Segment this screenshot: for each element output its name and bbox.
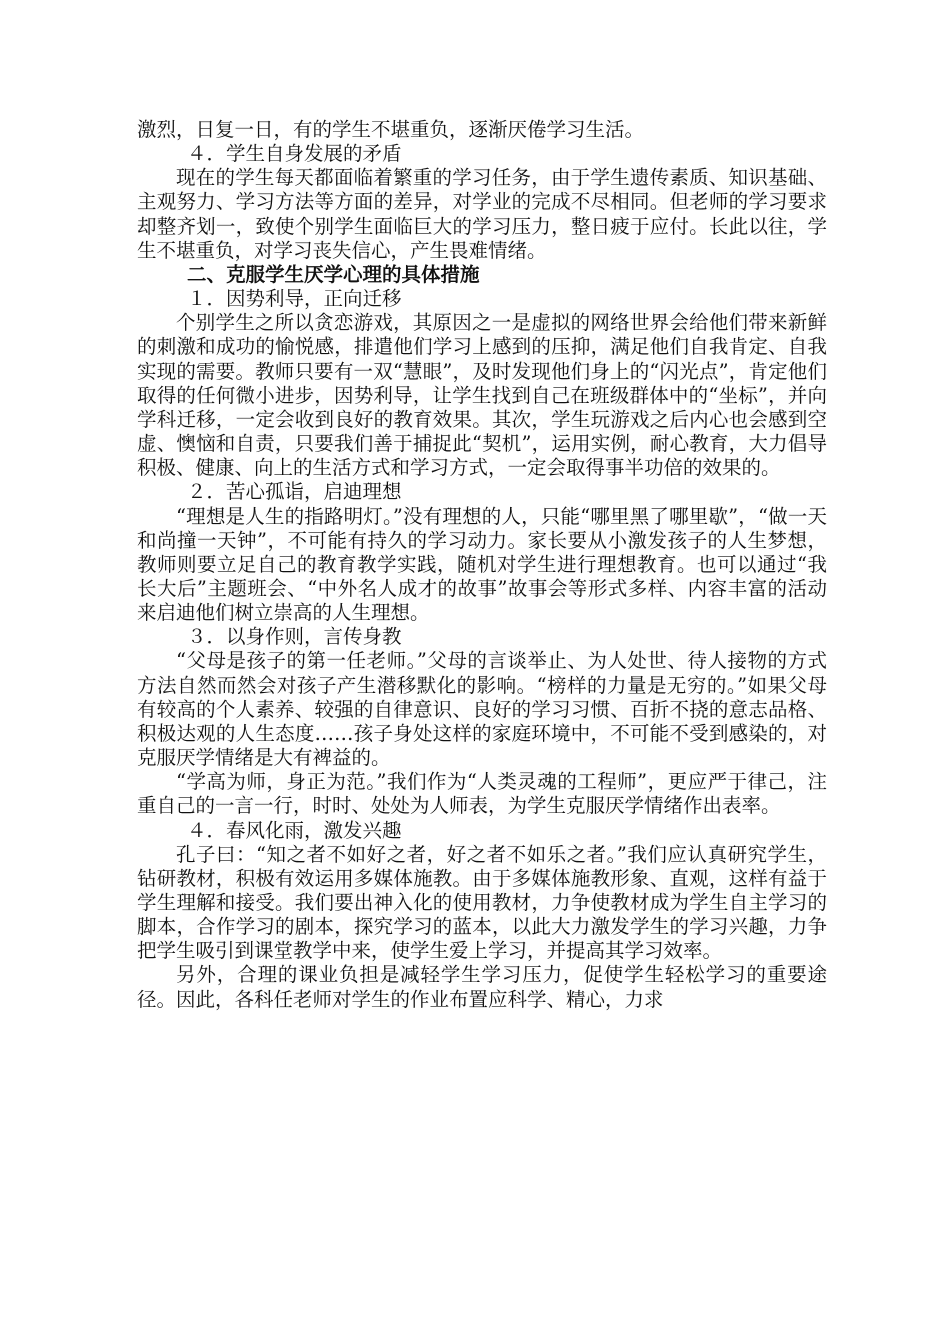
- paragraph-body: “学高为师，身正为范。”我们作为“人类灵魂的工程师”，更应严于律己，注重自己的一言一行，时时、处处为人师表，为学生克服厌学情绪作出表率。: [137, 770, 827, 818]
- subheading-student-development: ４．学生自身发展的矛盾: [187, 142, 402, 166]
- subheading-interest: ４．春风化雨，激发兴趣: [187, 818, 402, 842]
- paragraph-body: 另外，合理的课业负担是减轻学生学习压力，促使学生轻松学习的重要途径。因此，各科任老师对学生的作业布置应科学、精心，力求: [137, 963, 827, 1011]
- subheading-guidance: １．因势利导，正向迁移: [187, 287, 402, 311]
- paragraph-body: 个别学生之所以贪恋游戏，其原因之一是虚拟的网络世界会给他们带来新鲜的刺激和成功的愉悦感，排遣他们学习上感到的压抑，满足他们自我肯定、自我实现的需要。教师只要有一双“慧眼”，及时发现他们身上的“闪光点”，肯定他们取得的任何微小进步，因势利导，让学生找到自己在班级群体中的“坐标”，并向学科迁移，一定会收到良好的教育效果。其次，学生玩游戏之后内心也会感到空虚、懊恼和自责，只要我们善于捕捉此“契机”，运用实例，耐心教育，大力倡导积极、健康、向上的生活方式和学习方式，一定会取得事半功倍的效果的。: [137, 311, 827, 480]
- paragraph-body: 现在的学生每天都面临着繁重的学习任务，由于学生遗传素质、知识基础、主观努力、学习方法等方面的差异，对学业的完成不尽相同。但老师的学习要求却整齐划一，致使个别学生面临巨大的学习压力，整日疲于应付。长此以往，学生不堪重负，对学习丧失信心，产生畏难情绪。: [137, 166, 827, 262]
- paragraph-body: 孔子曰：“知之者不如好之者，好之者不如乐之者。”我们应认真研究学生，钻研教材，积极有效运用多媒体施教。由于多媒体施教形象、直观，这样有益于学生理解和接受。我们要出神入化的使用教材，力争使教材成为学生自主学习的脚本，合作学习的剧本，探究学习的蓝本，以此大力激发学生的学习兴趣，力争把学生吸引到课堂教学中来，使学生爱上学习，并提高其学习效率。: [137, 842, 827, 963]
- subheading-ideals: ２．苦心孤诣，启迪理想: [187, 480, 402, 504]
- paragraph-continuation: 激烈，日复一日，有的学生不堪重负，逐渐厌倦学习生活。: [137, 118, 645, 141]
- document-page: [137, 118, 827, 1012]
- section-heading-measures: 二、克服学生厌学心理的具体措施: [187, 262, 480, 286]
- subheading-example: ３．以身作则，言传身教: [187, 625, 402, 649]
- paragraph-body: “父母是孩子的第一任老师。”父母的言谈举止、为人处世、待人接物的方式方法自然而然会对孩子产生潜移默化的影响。“榜样的力量是无穷的。”如果父母有较高的个人素养、较强的自律意识、良好的学习习惯、百折不挠的意志品格、积极达观的人生态度……孩子身处这样的家庭环境中，不可能不受到感染的，对克服厌学情绪是大有裨益的。: [137, 649, 827, 770]
- paragraph-body: “理想是人生的指路明灯。”没有理想的人，只能“哪里黑了哪里歇”，“做一天和尚撞一天钟”，不可能有持久的学习动力。家长要从小激发孩子的人生梦想，教师则要立足自己的教育教学实践，随机对学生进行理想教育。也可以通过“我长大后”主题班会、“中外名人成才的故事”故事会等形式多样、内容丰富的活动来启迪他们树立崇高的人生理想。: [137, 504, 827, 625]
